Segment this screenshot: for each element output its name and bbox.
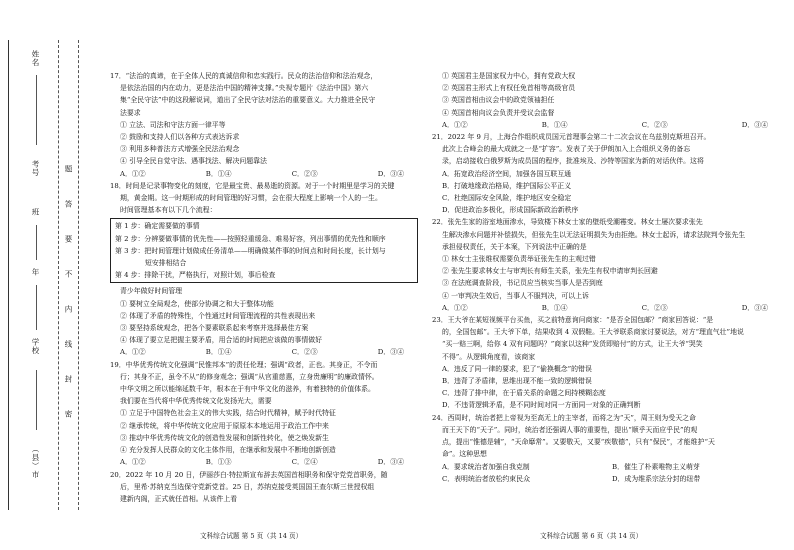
q24-stem-line: 而王天下的“天子”。同时，统治者还强调人事的重要性，提出“顺乎天而应乎民”的观 <box>442 425 698 434</box>
page-5-footer: 文科综合试题 第 5 页（共 14 页） <box>200 532 303 540</box>
q20-item: ② 英国君主形式上有权任免首相等高级官员 <box>442 84 576 93</box>
question-21 <box>432 131 782 216</box>
school-label: 学校 <box>31 338 40 355</box>
q22-option-b: B．①④ <box>541 303 568 312</box>
q19-stem-line: 我们要在当代将中华优秀传统文化发扬光大，需要 <box>120 397 272 406</box>
q19-item: ② 继承传统，将中华传统文化应用于原原本本地运用于政治工作中来 <box>120 421 329 430</box>
q23-option: C．违背了排中律，在于盾关系的命题之间持模糊态度 <box>442 389 606 398</box>
q18-option-c: C．②③ <box>291 348 318 357</box>
q24-options-row-2 <box>432 473 782 485</box>
seal-word-2: 封 <box>64 375 73 384</box>
q24-option-a: A．要求统治者加强自我克制 <box>442 462 530 471</box>
q22-options <box>432 302 782 314</box>
q19-option-c: C．②④ <box>291 458 318 467</box>
q18-stem-line: 18．时间是记录事物变化的刻度，它是最宝贵、最易逝的资源。对于一个时期里是学习的关键 <box>110 181 395 190</box>
seal-word-4: 内 <box>64 305 73 314</box>
q20-item: ① 英国君主是国家权力中心，拥有党政大权 <box>442 72 576 80</box>
seal-word-5: 不 <box>64 270 73 279</box>
q22-item: ② 张先生要求林女士与审判长有师生关系，张先生有权申请审判长回避 <box>442 267 658 276</box>
q21-option: C．杜绝国际安全风险，维护地区安全稳定 <box>442 194 572 203</box>
q20-item: ③ 英国首相由议会中的政党领袖担任 <box>442 96 555 105</box>
q18-step: 短安排相结合 <box>145 259 187 268</box>
q18-options <box>110 346 418 358</box>
q24-stem-line: 命”。这种思想 <box>442 450 487 459</box>
q18-item: ① 要树立全局观念，使部分协调之和大于整体功能 <box>120 299 274 308</box>
q17-stem-line: 集“全民守法”中的这段解说词，道出了全民守法对法治的重要意义。大力推进全民守 <box>120 96 376 105</box>
q20-option-c: C．②③ <box>641 120 668 129</box>
question-20-continued <box>432 70 782 131</box>
q20-stem-line: 20．2022 年 10 月 20 日，伊丽莎白·特拉斯宣布辞去英国首相职务和保守党党首职务，随 <box>110 470 388 479</box>
q22-stem-line: 22．张先生家的浴室地面渗水，导致楼下林女士家的壁纸受潮霉变。林女士屡次要求张先 <box>432 218 703 227</box>
q22-item: ③ 在法庭调查阶段，书记员应当核实当事人是否到庭 <box>442 279 603 288</box>
q17-option-a: A．①② <box>120 169 146 178</box>
exam-no-label: 考号 <box>31 160 40 177</box>
q23-option: A．违反了同一律的要求，犯了“偷换概念”的错误 <box>442 364 592 373</box>
q23-stem-line: “买一赔三啊，给你 4 双有问题吗？”商家以这种“发货即赔付”的方式，让王大爷“哭笑 <box>442 340 703 349</box>
q24-option-c: C．表明统治者放松约束民众 <box>442 474 530 483</box>
q19-stem-line: 行；其身不正，虽令不从”的修身观念；强调“从官重慈惠，立身贵廉明”的廉政情怀。 <box>120 372 379 381</box>
seal-word-3: 线 <box>64 340 73 349</box>
seal-word-8: 题 <box>64 165 73 174</box>
q23-option: B．违背了矛盾律，思维出现不能一致的逻辑错误 <box>442 377 592 386</box>
q17-stem-line: 17．“法治的真谛，在于全体人民的真诚信仰和忠实践行。民众的法治信仰和法治观念， <box>110 72 378 80</box>
q21-option: A．拓宽政治经济空间，加强各国互联互通 <box>442 169 572 178</box>
q18-item: ③ 要坚持系统观念，把各个要素联系起来考察并选择最佳方案 <box>120 324 309 333</box>
q17-item: ② 鼓励和支持人们以各种方式表达诉求 <box>120 133 240 142</box>
q23-stem-line: 不得”。从逻辑角度看，该商家 <box>442 352 536 361</box>
q19-item: ① 立足于中国特色社会主义的伟大实践，结合时代精神，赋予时代特征 <box>120 409 336 418</box>
q23-stem-line: 23．王大爷在某短视频平台买鱼，买之前特意询问商家：“是否全国包邮？”商家回答说：“是 <box>432 316 714 325</box>
question-20 <box>110 469 418 506</box>
q24-option-d: D．成为维系宗法分封的纽带 <box>612 474 701 483</box>
question-17 <box>110 70 418 180</box>
q18-option-d: D．③④ <box>377 348 404 357</box>
q18-stem-line: 时间管理基本有以下几个流程： <box>120 206 217 215</box>
q19-option-a: A．①② <box>120 458 146 467</box>
q19-item: ③ 推动中华优秀传统文化的创造性发展和创新性转化，使之焕发新生 <box>120 433 329 442</box>
q19-option-d: D．③④ <box>377 458 404 467</box>
seal-dashed-line <box>58 40 59 510</box>
q21-option: B．打破地缘政治格局，维护国际公平正义 <box>442 181 572 190</box>
seal-word-6: 要 <box>64 235 73 244</box>
seal-word-1: 密 <box>64 410 73 419</box>
q22-option-d: D．③④ <box>741 303 768 312</box>
q18-step: 第 2 步：分辨要做事情的优先性——按照轻重缓急、难易好容，列出事情的优先性和顺序 <box>115 234 386 243</box>
q19-stem-line: 中华文明之所以能绵延数千年，根本在于有中华文化的滋养，有着独特的价值体系。 <box>120 385 375 394</box>
q17-stem-line: 是依法治国的内在动力，更是法治中国的精神支撑。”央视专题片《法治中国》第六 <box>120 84 369 93</box>
q17-stem-line: 法要求 <box>120 108 141 117</box>
q19-option-b: B．①③ <box>205 458 232 467</box>
question-18 <box>110 180 418 359</box>
q18-steps-box <box>110 218 418 283</box>
q21-stem-line: 录，启动接收白俄罗斯为成员国的程序，批准埃及、沙特等国家为新的对话伙伴。这将 <box>442 157 704 166</box>
q20-stem-line: 建新内阁，正式就任首相。从该件上看 <box>120 494 238 503</box>
q20-option-a: A．①② <box>442 120 468 129</box>
q22-option-a: A．①② <box>442 303 468 312</box>
q18-item: ② 体现了矛盾的特殊性，个性通过时间管理流程的共性表现出来 <box>120 311 316 320</box>
grade-fill-line <box>36 285 37 330</box>
question-23 <box>432 314 782 412</box>
q24-stem-line: 点，提出“惟德是辅”，“天命靡常”。又要敬天，又要“疾敬德”，只有“保民”，才能维护“天 <box>442 438 715 447</box>
inner-dashed-line <box>78 40 79 510</box>
class-label: 班 <box>31 208 40 217</box>
q24-option-b: B．催生了朴素唯物主义萌芽 <box>612 462 700 471</box>
q22-stem-line: 生解决渗水问题并补偿损失，但张先生以无法证明损失为由拒绝。林女士起诉，请求法院判令张先生 <box>442 230 746 239</box>
q18-stem-line: 期，黄金期。这一时期形成的时间管理的好习惯，会在很大程度上影响一个人的一生。 <box>120 194 382 203</box>
q20-stem-line: 后，里希·苏纳克当选保守党新党首。25 日，苏纳克接受英国国王查尔斯三世授权组 <box>120 482 375 491</box>
page-5-column <box>110 70 418 505</box>
q17-item: ③ 利用多种普法方式增强全民法治观念 <box>120 145 240 154</box>
q22-stem-line: 承担侵权责任，关于本案，下列说法中正确的是 <box>442 242 587 251</box>
q18-option-b: B．①④ <box>205 348 232 357</box>
q21-option: D．促进政治多极化，形成国际新政治新秩序 <box>442 206 579 215</box>
q18-item: ④ 体现了要立足把握主要矛盾，用合适的时间把应该做的事情做好 <box>120 336 323 345</box>
name-label: 姓名 <box>31 50 40 67</box>
name-fill-line <box>36 75 37 145</box>
q18-option-a: A．①② <box>120 348 146 357</box>
q17-item: ① 立法、司法和守法方面一律平等 <box>120 120 226 129</box>
q19-stem-line: 19．中华优秀传统文化强调“民惟邦本”的责任伦理；强调“政者，正也。其身正，不令而 <box>110 360 378 369</box>
q22-item: ① 林女士主张维权需要负责举证张先生的主观过错 <box>442 255 596 264</box>
q18-step: 第 4 步：排除干扰，严格执行，对照计划，事后检查 <box>115 271 276 280</box>
grade-label: 年 <box>31 268 40 277</box>
q20-option-b: B．①④ <box>541 120 568 129</box>
seal-word-7: 答 <box>64 200 73 209</box>
question-19 <box>110 359 418 469</box>
question-22 <box>432 216 782 314</box>
margin-edge-line <box>8 40 9 510</box>
q23-stem-line: 的，全国包邮”。王大爷下单，结果收到 4 双假鞋。王大爷联系商家讨要说法，对方“理直气壮”地说 <box>442 328 744 337</box>
page-6-column <box>432 70 782 485</box>
q24-options-row-1 <box>432 461 782 473</box>
q21-stem-line: 21．2022 年 9 月，上海合作组织成员国元首理事会第二十二次会议在乌兹别克斯坦召开。 <box>432 133 711 142</box>
q18-step: 第 1 步：确定需要做的事情 <box>115 222 200 231</box>
q22-option-c: C．②③ <box>641 303 668 312</box>
binding-margin <box>0 0 88 550</box>
q17-option-b: B．①④ <box>205 169 232 178</box>
q19-options <box>110 456 418 468</box>
q17-option-d: D．③④ <box>377 169 404 178</box>
q18-step: 第 3 步：把时间管理计划做成任务清单——明确做某件事的时间点和时间长度，长计划与 <box>115 246 386 255</box>
q24-stem-line: 24．西周时，统治者把上帝视为至高无上的主宰者，而将之为“天”，周王则为受天之命 <box>432 413 696 422</box>
county-label: （县）市 <box>31 445 40 479</box>
q22-item: ④ 一审判决生效后，当事人不服判决，可以上诉 <box>442 291 589 300</box>
question-24 <box>432 412 782 485</box>
q17-options <box>110 168 418 180</box>
q20-option-d: D．③④ <box>741 120 768 129</box>
q21-stem-line: 此次上合峰会的最大成就之一是“扩容”。发表了关于伊朗加入上合组织义务的备忘 <box>442 145 691 154</box>
q20-options <box>432 119 782 131</box>
q17-item: ④ 引导全民自觉守法、遇事找法、解决问题靠法 <box>120 157 267 166</box>
class-fill-line <box>36 225 37 260</box>
q23-option: D．不违背逻辑矛盾，是不同时间对同一方面同一对象的正确判断 <box>442 401 641 410</box>
q20-item: ④ 英国首相向议会负责并受议会监督 <box>442 108 555 117</box>
school-fill-line <box>36 370 37 430</box>
q19-item: ④ 充分发挥人民群众的文化主体作用，在继承和发展中不断地创新创造 <box>120 446 336 455</box>
page-6-footer: 文科综合试题 第 6 页（共 14 页） <box>540 532 643 540</box>
q18-lead: 青少年做好时间管理 <box>120 287 183 296</box>
q17-option-c: C．②③ <box>291 169 318 178</box>
